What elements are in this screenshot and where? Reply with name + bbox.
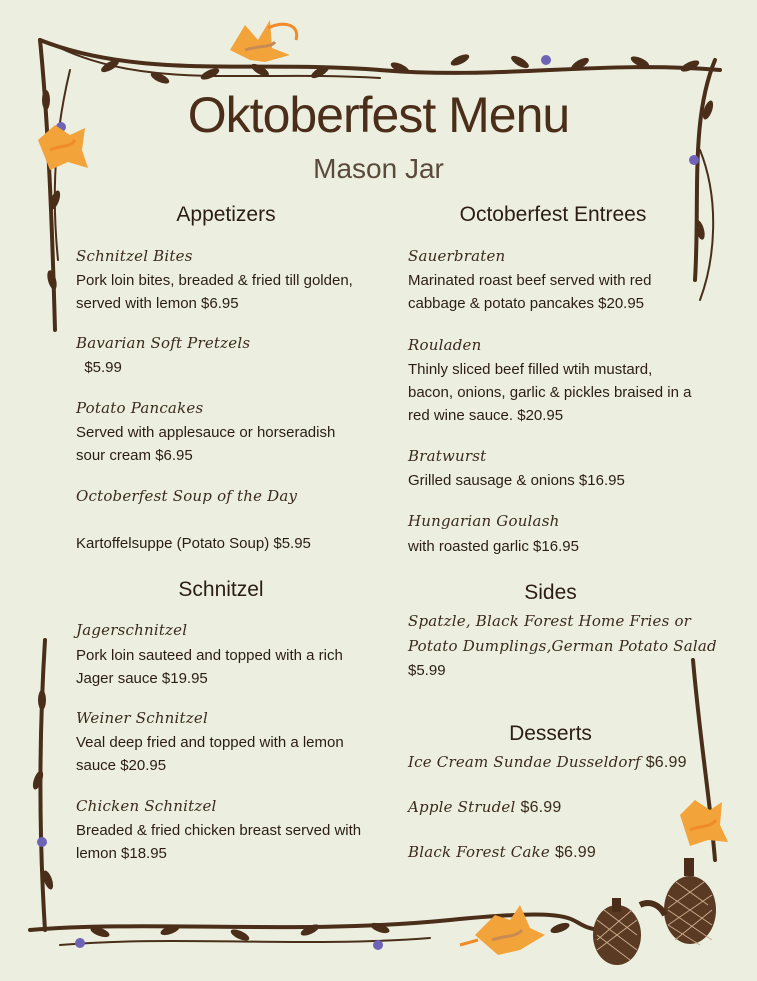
menu-item-name: Rouladen xyxy=(408,336,482,354)
acorn-icon xyxy=(664,858,716,945)
dessert-item: Apple Strudel $6.99 xyxy=(408,798,562,816)
menu-item-description: Kartoffelsuppe (Potato Soup) $5.95 xyxy=(76,535,311,552)
desserts-heading: Desserts xyxy=(509,722,592,745)
menu-item-description: Served with applesauce or horseradish sour cream $6.95 xyxy=(76,424,336,464)
menu-item-name: Jagerschnitzel xyxy=(76,621,188,639)
menu-item-name: Bratwurst xyxy=(408,447,487,465)
menu-item-description: with roasted garlic $16.95 xyxy=(408,538,579,555)
menu-item-description: Breaded & fried chicken breast served with lemon $18.95 xyxy=(76,822,362,862)
menu-item-name: Bavarian Soft Pretzels xyxy=(76,334,251,352)
menu-item-name: Schnitzel Bites xyxy=(76,247,193,265)
entrees-heading: Octoberfest Entrees xyxy=(459,203,647,226)
menu-item-name: Sauerbraten xyxy=(408,247,506,265)
schnitzel-heading: Schnitzel xyxy=(178,578,264,601)
berry-icon xyxy=(541,55,551,65)
restaurant-name: Mason Jar xyxy=(313,153,444,184)
menu-item-description: Pork loin sauteed and topped with a rich Jager sauce $19.95 xyxy=(76,647,343,687)
menu-item-name: Chicken Schnitzel xyxy=(76,797,217,815)
sides-options: Potato Dumplings,German Potato Salad xyxy=(408,637,717,655)
dessert-item: Black Forest Cake $6.99 xyxy=(408,843,596,861)
page-title: Oktoberfest Menu xyxy=(187,87,570,143)
menu-item-description: Marinated roast beef served with red cabbage & potato pancakes $20.95 xyxy=(408,272,652,312)
dessert-item: Ice Cream Sundae Dusseldorf $6.99 xyxy=(408,753,687,771)
menu-item-description: Veal deep fried and topped with a lemon sauce $20.95 xyxy=(76,734,344,774)
sides-options: Spatzle, Black Forest Home Fries or xyxy=(408,612,692,630)
menu-item-description: Pork loin bites, breaded & fried till golden, served with lemon $6.95 xyxy=(76,272,353,312)
menu-item-description: Thinly sliced beef filled wtih mustard, bacon, onions, garlic & pickles braised in a red wine sauce. $20.95 xyxy=(408,361,692,424)
menu-item-description: Grilled sausage & onions $16.95 xyxy=(408,472,625,489)
menu-item-name: Hungarian Goulash xyxy=(408,512,560,530)
menu-item-price: $5.99 xyxy=(76,359,122,376)
sides-price: $5.99 xyxy=(408,662,446,679)
menu-item-name: Potato Pancakes xyxy=(76,399,204,417)
sides-heading: Sides xyxy=(524,581,577,604)
menu-item-name: Octoberfest Soup of the Day xyxy=(76,487,298,505)
leaf-icon xyxy=(230,20,297,62)
appetizers-heading: Appetizers xyxy=(176,203,276,226)
menu-item-name: Weiner Schnitzel xyxy=(76,709,208,727)
